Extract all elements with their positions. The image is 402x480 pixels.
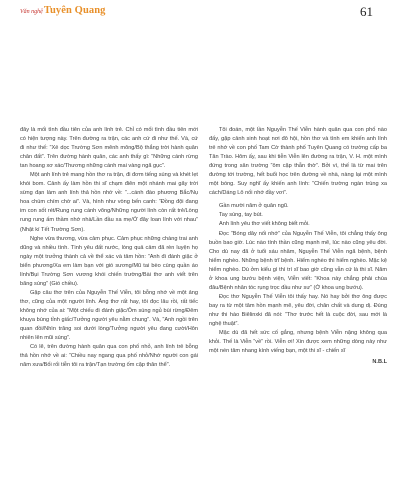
page-number: 61: [360, 4, 373, 19]
author-signature: N.B.L: [372, 359, 387, 366]
logo-small-text: Văn nghệ: [20, 9, 43, 15]
paragraph: Nghe vừa thương, vừa cảm phục. Cảm phục những chàng trai anh dũng và nhiều tình. Tình yêu đất nước, lòng quả cảm đã rèn luyện họ ngày một trưởng thành cả về thể xác và tâm hồn: “Anh đi đánh giặc ở biển phương/Xa em làm bạn với gió sương/Mũ tai bèo cùng quần áo lính/Bụi Trường Sơn vương khói chiến trường/Bài thơ anh viết trên bãng súng” (Gió chiều).: [20, 235, 198, 287]
logo-title-text: Tuyên Quang: [43, 5, 106, 16]
short-lines: [209, 202, 387, 229]
line: Gần mười năm ở quân ngũ.: [219, 203, 289, 210]
left-column: [20, 126, 198, 370]
paragraph: Đọc “Bóng dây nối nhớ” của Nguyễn Thế Viễn, tôi chẳng thấy ông buồn bao giờ. Lúc nào tính thần cũng mạnh mẽ, lúc nào cũng yêu đời. Cho dù nay đã ở tuổi sáu nhăm, Nguyễn Thế Viễn ngã bệnh, bệnh hiểm nghèo. Những bệnh trĩ bệnh. Hiểm nghèo thì hiểm nghèo. Mặc kệ hiểm nghèo. Dù ởm kiểu gì thì trí sĩ bao giờ cũng vẫn cứ là thi sĩ. Năm ở khoa ung bướu bệnh viện, Viễn viết: “Khoa này chẳng phải chùa đâu/Bệnh nhân tóc rụng trọc đầu như sư” (Ở khoa ung bướu).: [209, 230, 387, 291]
paragraph: đây là mối tình đầu tiên của anh lính trẻ. Chỉ có mối tình đầu tiên mới có hiện tượng này. Trên đường ra trận, các anh cứ đi như thế. Và, cứ đi như thế: “Xẻ dọc Trường Sơn mênh mông/Bộ thắng trời hành quân chân đất”. Trên đường hành quân, các anh thấy gì: “Những cánh rừng tan hoang xơ xác/Thương những cánh mai vàng ngã gục”.: [20, 127, 198, 170]
line: Anh lính yêu thơ viết không biết mỏi.: [219, 221, 310, 228]
paragraph: Tôi đoán, một lần Nguyễn Thế Viễn hành quân qua con phố nào đấy, gặp cảnh sinh hoạt nơi đô hội, hồn thơ và tình em khiến anh lính trẻ nhớ về con phố Tam Cờ thành phố Tuyên Quang có trường cấp ba Tân Trào. Hôm ấy, sau khi tiễn Viễn lên đường ra trận, V. H. một mình đứng trong sân trường “ôm cặp thẫn thờ”. Bởi vì, thế là từ mai trên đường tới trường, hết buổi học trên đường về nhà, nàng lại một mình một bóng. Suy nghĩ ấy khiến anh lính: “Chiến trường ngàn trùng xa cách/Dáng Lô nối nhớ đầy vơi”.: [209, 127, 387, 197]
paragraph: Đọc thơ Nguyễn Thế Viễn tôi thấy hay. Nó hay bởi thơ ông được bay ra từ một tâm hồn mạnh mẽ, yêu đời, chân chất và dung dị. Đúng như thi hào Biêlinxki đã nói: “Thơ trước hết là cuộc đời, sau mới là nghệ thuật”.: [209, 293, 387, 327]
right-column: [209, 126, 387, 367]
paragraph: Một anh lính trẻ mang hồn thơ ra trận, đi đơm tiếng súng và khét lẹt khói bom. Cảnh ấy làm hồn thi sĩ chạm điên một nhánh mai gãy trời sừng đạn làm anh lính thả hồn nhớ về: “...cánh đào phương Bắc/Nụ hoa chúm chím chờ ai”. Và, hình như vòng bến canh: “Đồng đội đang im con sốt rét/Rung rung cánh võng/Những người lính còn rất trẻ/Lòng rung rung ấm thầm nhớ nhà/Lần đầu xa mẹ/Ở đây loan lính với nhau” (Nhật kí Tết Trường Sơn).: [20, 172, 198, 233]
paragraph: Mặc dù đã hết sức cố gắng, nhưng bệnh Viễn nặng không qua khỏi. Thế là Viễn “về” rồi. Viễn ơi! Xin được xem những dòng này như một nén tâm nhang kính viếng bạn, một thi sĩ - chiến sĩ: [209, 330, 387, 355]
line: Tay súng, tay bút.: [219, 212, 263, 219]
magazine-logo: [20, 5, 106, 16]
paragraph: Gặp câu thơ trên của Nguyễn Thế Viễn, tôi bỗng nhớ về một ảng thơ, cũng của một người lính. Ảng thơ rất hay, tôi đọc lâu rồi, rất tiếc không nhớ của ai: “Một chiếu đi đánh giặc/Ôm súng ngủ bùi rừng/Đêm khuya bùng tỉnh giấc/Tưởng người yêu nằm chung”. Và, “Anh ngồi trên quan đồi/Nhìn trăng soi dưới lòng/Tưởng người yêu đang cười/Hôn nhiên lên mũi súng”.: [20, 289, 198, 342]
paragraph: Có lẽ, trên đường hành quân qua con phố nhỏ, anh lính trẻ bỗng thả hồn nhớ về ai: “Chiều nay ngang qua phố nhỏ/Nhớ người con gái năm xưa/Bối rối tiễn tôi ra trận/Tạn trường ốm cặp thân thể”.: [20, 344, 198, 369]
